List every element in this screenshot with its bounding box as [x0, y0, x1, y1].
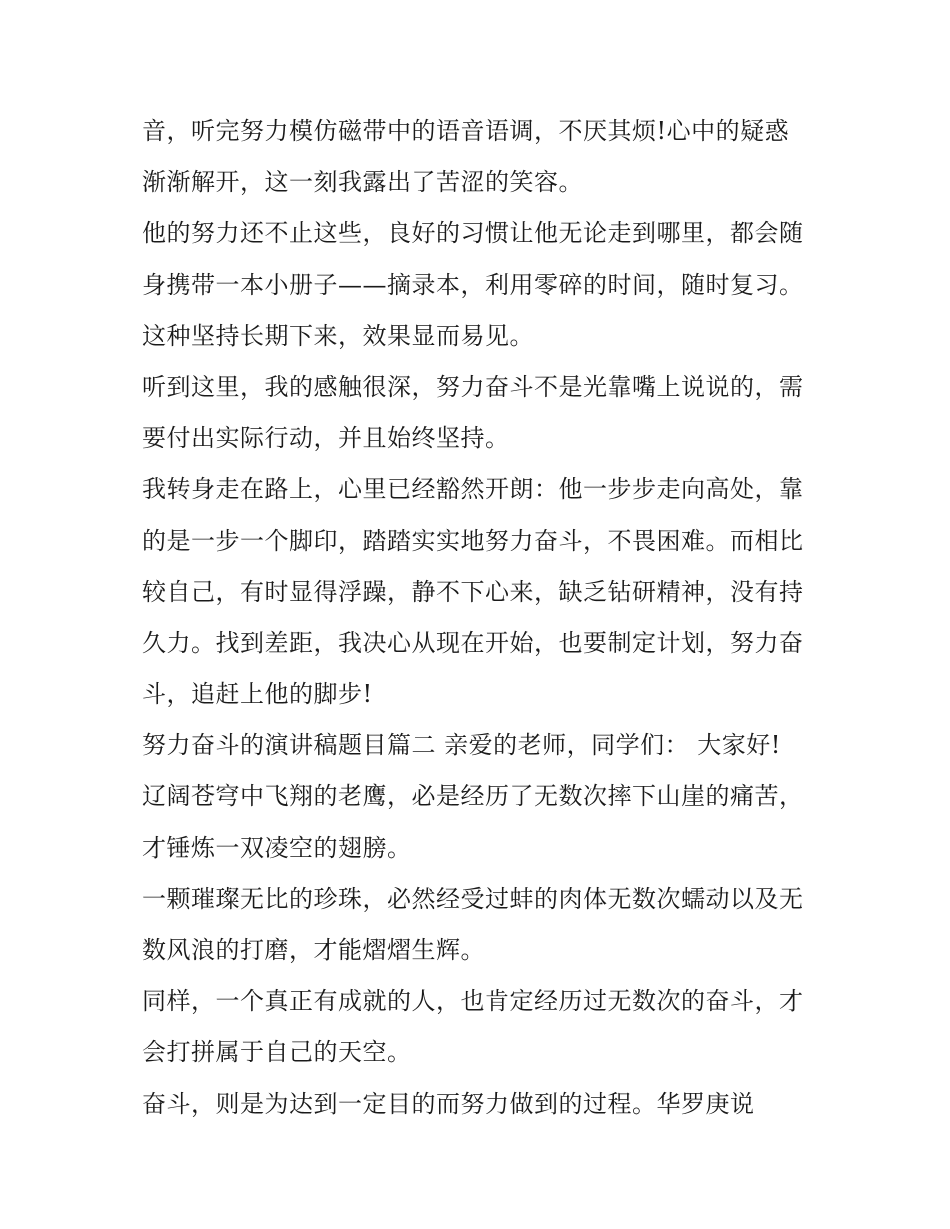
- text-line: 一颗璀璨无比的珍珠，必然经受过蚌的肉体无数次蠕动以及无: [142, 884, 804, 913]
- text-line: 渐渐解开，这一刻我露出了苦涩的笑容。: [142, 168, 583, 197]
- text-line: 这种坚持长期下来，效果显而易见。: [142, 321, 534, 350]
- text-line: 较自己，有时显得浮躁，静不下心来，缺乏钻研精神，没有持: [142, 577, 804, 606]
- text-line: 身携带一本小册子——摘录本，利用零碎的时间，随时复习。: [142, 270, 804, 299]
- text-line: 久力。找到差距，我决心从现在开始，也要制定计划，努力奋: [142, 628, 804, 657]
- text-line: 同样，一个真正有成就的人，也肯定经历过无数次的奋斗，才: [142, 987, 804, 1016]
- text-line: 听到这里，我的感触很深，努力奋斗不是光靠嘴上说说的，需: [142, 372, 804, 401]
- text-line: 要付出实际行动，并且始终坚持。: [142, 424, 510, 453]
- text-line: 斗，追赶上他的脚步!: [142, 680, 373, 709]
- text-line: 辽阔苍穹中飞翔的老鹰，必是经历了无数次摔下山崖的痛苦，: [142, 782, 804, 811]
- text-line: 会打拼属于自己的天空。: [142, 1038, 412, 1067]
- section-heading-line: 努力奋斗的演讲稿题目篇二 亲爱的老师，同学们： 大家好!: [142, 731, 781, 760]
- text-line: 奋斗，则是为达到一定目的而努力做到的过程。华罗庚说: [142, 1089, 755, 1118]
- text-line: 音，听完努力模仿磁带中的语音语调，不厌其烦!心中的疑惑: [142, 117, 790, 145]
- text-line: 我转身走在路上，心里已经豁然开朗：他一步步走向高处，靠: [142, 475, 804, 504]
- text-line: 的是一步一个脚印，踏踏实实地努力奋斗，不畏困难。而相比: [142, 526, 804, 555]
- text-line: 才锤炼一双凌空的翅膀。: [142, 833, 412, 862]
- text-line: 数风浪的打磨，才能熠熠生辉。: [142, 936, 485, 964]
- text-line: 他的努力还不止这些，良好的习惯让他无论走到哪里，都会随: [142, 219, 804, 248]
- document-body: [142, 106, 822, 1130]
